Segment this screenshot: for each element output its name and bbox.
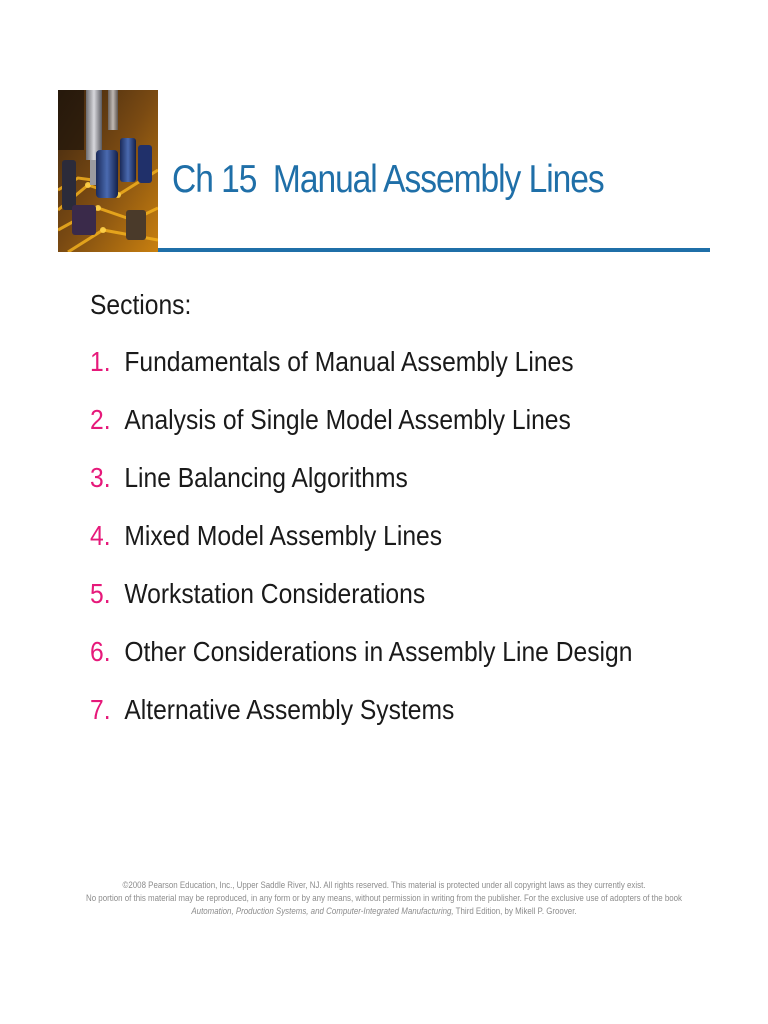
section-item [90, 458, 653, 516]
circuit-board-image [58, 90, 158, 252]
section-number: 3. [90, 462, 111, 493]
book-title: Automation, Production Systems, and Computer-Integrated Manufacturing, [191, 906, 454, 916]
section-text: Analysis of Single Model Assembly Lines [124, 404, 571, 435]
section-item [90, 690, 653, 748]
section-item [90, 632, 653, 690]
section-text: Fundamentals of Manual Assembly Lines [124, 346, 574, 377]
section-number: 2. [90, 404, 111, 435]
sections-heading: Sections: [90, 289, 192, 320]
section-number: 5. [90, 578, 111, 609]
section-number: 6. [90, 636, 111, 667]
title-divider [158, 248, 710, 252]
slide-title: Ch 15 Manual Assembly Lines [172, 158, 604, 201]
section-item [90, 516, 653, 574]
copyright-line-1: ©2008 Pearson Education, Inc., Upper Saddle River, NJ. All rights reserved. This material is protected under all copyright laws as they currently exist. [122, 880, 646, 890]
section-text: Line Balancing Algorithms [124, 462, 408, 493]
copyright-line-2: No portion of this material may be reproduced, in any form or by any means, without permission in writing from the publisher. For the exclusive use of adopters of the book [85, 893, 683, 903]
section-item [90, 400, 653, 458]
section-text: Workstation Considerations [124, 578, 426, 609]
section-text: Other Considerations in Assembly Line Design [124, 636, 633, 667]
section-number: 7. [90, 694, 111, 725]
copyright-footer [0, 879, 768, 918]
sections-list [90, 342, 730, 748]
slide-body [90, 283, 730, 748]
section-item [90, 574, 653, 632]
section-number: 1. [90, 346, 111, 377]
section-text: Mixed Model Assembly Lines [124, 520, 443, 551]
copyright-line-3 [46, 905, 722, 918]
section-text: Alternative Assembly Systems [124, 694, 455, 725]
section-item [90, 342, 653, 400]
book-edition: Third Edition, by Mikell P. Groover. [453, 906, 577, 916]
section-number: 4. [90, 520, 111, 551]
